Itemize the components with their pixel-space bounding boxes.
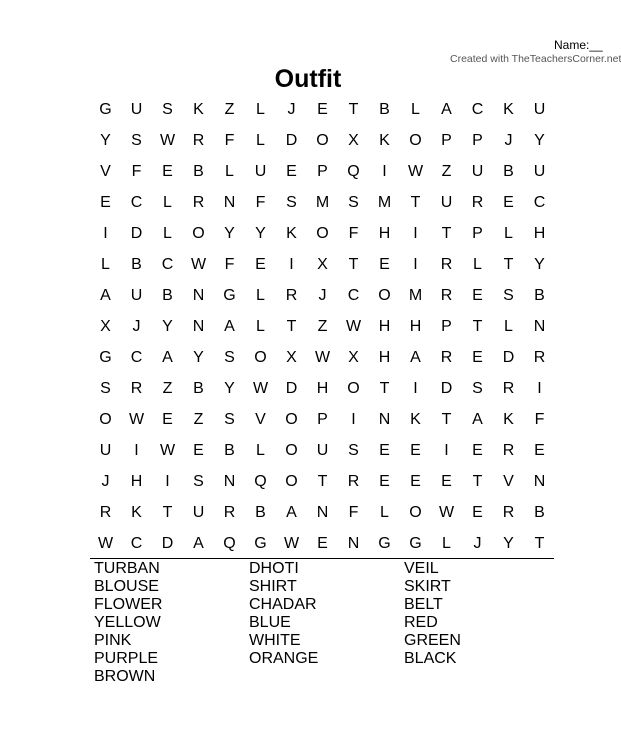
word-list-item: BLOUSE	[94, 578, 159, 595]
grid-letter: R	[223, 503, 236, 521]
grid-letter: S	[224, 410, 235, 428]
grid-letter: D	[161, 534, 174, 552]
grid-letter: C	[347, 286, 360, 304]
grid-letter: L	[504, 224, 513, 242]
grid-letter: O	[285, 441, 298, 459]
grid-letter: L	[163, 224, 172, 242]
grid-letter: D	[285, 379, 298, 397]
grid-letter: F	[348, 224, 359, 242]
grid-letter: J	[132, 317, 141, 335]
grid-letter: V	[503, 472, 514, 490]
word-list-item: PURPLE	[94, 650, 159, 667]
grid-letter: M	[408, 286, 423, 304]
grid-letter: O	[409, 503, 422, 521]
grid-letter: H	[378, 317, 391, 335]
grid-letter: L	[473, 255, 482, 273]
grid-letter: T	[472, 317, 483, 335]
grid-letter: E	[472, 503, 483, 521]
grid-letter: S	[162, 100, 173, 118]
grid-letter: V	[100, 162, 111, 180]
grid-letter: N	[347, 534, 360, 552]
grid-letter: P	[441, 317, 452, 335]
word-list	[94, 560, 559, 686]
grid-letter: J	[287, 100, 296, 118]
grid-letter: W	[97, 534, 114, 552]
grid-letter: N	[378, 410, 391, 428]
grid-letter: P	[317, 162, 328, 180]
grid-letter: S	[348, 441, 359, 459]
grid-letter: L	[163, 193, 172, 211]
grid-letter: O	[378, 286, 391, 304]
grid-letter: B	[162, 286, 173, 304]
grid-letter: A	[224, 317, 235, 335]
grid-letter: L	[256, 441, 265, 459]
grid-letter: K	[503, 410, 514, 428]
grid-letter: N	[223, 472, 236, 490]
grid-letter: O	[285, 472, 298, 490]
grid-letter: R	[130, 379, 143, 397]
grid-letter: E	[379, 472, 390, 490]
grid-letter: T	[441, 410, 452, 428]
grid-letter: E	[379, 441, 390, 459]
grid-letter: P	[472, 131, 483, 149]
word-list-item: FLOWER	[94, 596, 163, 613]
grid-letter: K	[503, 100, 514, 118]
grid-letter: G	[409, 534, 422, 552]
grid-letter: Z	[224, 100, 235, 118]
grid-letter: O	[99, 410, 112, 428]
grid-letter: G	[99, 348, 112, 366]
grid-letter: R	[502, 441, 515, 459]
grid-letter: A	[286, 503, 297, 521]
grid-letter: L	[380, 503, 389, 521]
grid-letter: T	[441, 224, 452, 242]
grid-letter: D	[502, 348, 515, 366]
grid-letter: J	[318, 286, 327, 304]
grid-letter: N	[533, 472, 546, 490]
grid-letter: I	[537, 379, 542, 397]
grid-letter: G	[99, 100, 112, 118]
grid-letter: T	[503, 255, 514, 273]
word-list-item: SKIRT	[404, 578, 451, 595]
grid-letter: A	[162, 348, 173, 366]
grid-letter: E	[472, 348, 483, 366]
grid-letter: J	[504, 131, 513, 149]
grid-letter: D	[130, 224, 143, 242]
divider	[90, 558, 554, 559]
grid-letter: Y	[193, 348, 204, 366]
letter-grid	[90, 94, 555, 559]
grid-letter: B	[131, 255, 142, 273]
grid-letter: F	[224, 255, 235, 273]
grid-letter: C	[130, 534, 143, 552]
word-list-item: RED	[404, 614, 438, 631]
grid-letter: Y	[503, 534, 514, 552]
grid-letter: R	[440, 348, 453, 366]
grid-letter: U	[192, 503, 205, 521]
grid-letter: I	[289, 255, 294, 273]
grid-letter: E	[503, 193, 514, 211]
grid-letter: I	[165, 472, 170, 490]
grid-letter: E	[162, 162, 173, 180]
grid-letter: V	[255, 410, 266, 428]
grid-letter: I	[382, 162, 387, 180]
grid-letter: R	[502, 379, 515, 397]
grid-letter: A	[193, 534, 204, 552]
grid-letter: F	[534, 410, 545, 428]
grid-letter: C	[161, 255, 174, 273]
grid-letter: P	[441, 131, 452, 149]
grid-letter: F	[224, 131, 235, 149]
grid-letter: W	[283, 534, 300, 552]
grid-letter: L	[101, 255, 110, 273]
grid-letter: K	[131, 503, 142, 521]
grid-letter: W	[128, 410, 145, 428]
grid-letter: O	[347, 379, 360, 397]
grid-letter: E	[472, 286, 483, 304]
grid-letter: Z	[317, 317, 328, 335]
grid-letter: T	[286, 317, 297, 335]
grid-letter: H	[130, 472, 143, 490]
grid-letter: Q	[223, 534, 236, 552]
word-list-item: BLACK	[404, 650, 457, 667]
grid-letter: E	[410, 472, 421, 490]
grid-letter: E	[317, 534, 328, 552]
grid-letter: W	[314, 348, 331, 366]
word-list-item: TURBAN	[94, 560, 160, 577]
grid-letter: I	[413, 379, 418, 397]
grid-letter: B	[534, 503, 545, 521]
grid-letter: S	[131, 131, 142, 149]
grid-letter: T	[348, 100, 359, 118]
grid-letter: R	[440, 255, 453, 273]
grid-letter: O	[285, 410, 298, 428]
puzzle-title: Outfit	[274, 65, 342, 93]
grid-letter: W	[159, 131, 176, 149]
grid-letter: S	[286, 193, 297, 211]
grid-letter: R	[502, 503, 515, 521]
grid-letter: S	[472, 379, 483, 397]
grid-letter: S	[193, 472, 204, 490]
grid-letter: U	[130, 100, 143, 118]
grid-letter: C	[130, 348, 143, 366]
grid-letter: U	[316, 441, 329, 459]
grid-letter: E	[193, 441, 204, 459]
grid-letter: E	[441, 472, 452, 490]
grid-letter: O	[409, 131, 422, 149]
grid-letter: Y	[224, 379, 235, 397]
grid-letter: F	[348, 503, 359, 521]
word-list-item: ORANGE	[249, 650, 319, 667]
credit-line: Created with TheTeachersCorner.net	[450, 53, 621, 65]
grid-letter: P	[472, 224, 483, 242]
grid-letter: O	[192, 224, 205, 242]
grid-letter: W	[159, 441, 176, 459]
grid-letter: L	[256, 100, 265, 118]
grid-letter: A	[472, 410, 483, 428]
grid-letter: X	[348, 131, 359, 149]
grid-letter: Q	[254, 472, 267, 490]
grid-letter: Z	[162, 379, 173, 397]
grid-letter: X	[100, 317, 111, 335]
grid-letter: B	[224, 441, 235, 459]
grid-letter: Y	[162, 317, 173, 335]
grid-letter: A	[441, 100, 452, 118]
grid-letter: U	[533, 100, 546, 118]
grid-letter: L	[411, 100, 420, 118]
grid-letter: R	[347, 472, 360, 490]
grid-letter: Y	[534, 255, 545, 273]
grid-letter: S	[348, 193, 359, 211]
grid-letter: O	[316, 224, 329, 242]
grid-letter: R	[533, 348, 546, 366]
grid-letter: T	[348, 255, 359, 273]
grid-letter: Y	[534, 131, 545, 149]
grid-letter: X	[317, 255, 328, 273]
grid-letter: Y	[100, 131, 111, 149]
grid-letter: L	[225, 162, 234, 180]
name-field-label: Name:__	[554, 38, 603, 52]
grid-letter: B	[503, 162, 514, 180]
grid-letter: A	[410, 348, 421, 366]
grid-letter: S	[224, 348, 235, 366]
grid-letter: R	[192, 131, 205, 149]
grid-letter: G	[254, 534, 267, 552]
word-list-item: VEIL	[404, 560, 439, 577]
grid-letter: H	[378, 224, 391, 242]
grid-letter: I	[413, 255, 418, 273]
grid-letter: C	[533, 193, 546, 211]
grid-letter: H	[533, 224, 546, 242]
grid-letter: M	[377, 193, 392, 211]
grid-letter: Q	[347, 162, 360, 180]
grid-letter: K	[379, 131, 390, 149]
grid-letter: U	[440, 193, 453, 211]
grid-letter: R	[471, 193, 484, 211]
word-list-item: PINK	[94, 632, 132, 649]
grid-letter: E	[162, 410, 173, 428]
word-list-item: BLUE	[249, 614, 291, 631]
grid-letter: B	[193, 162, 204, 180]
grid-letter: N	[192, 286, 205, 304]
grid-letter: T	[410, 193, 421, 211]
word-list-item: GREEN	[404, 632, 461, 649]
grid-letter: L	[256, 317, 265, 335]
word-list-item: BELT	[404, 596, 443, 613]
grid-letter: L	[504, 317, 513, 335]
grid-letter: I	[134, 441, 139, 459]
grid-letter: R	[99, 503, 112, 521]
grid-letter: F	[255, 193, 266, 211]
grid-letter: C	[130, 193, 143, 211]
grid-letter: W	[345, 317, 362, 335]
grid-letter: H	[316, 379, 329, 397]
grid-letter: O	[316, 131, 329, 149]
grid-letter: Y	[255, 224, 266, 242]
grid-letter: G	[378, 534, 391, 552]
grid-letter: T	[162, 503, 173, 521]
grid-letter: K	[193, 100, 204, 118]
grid-letter: J	[473, 534, 482, 552]
grid-letter: Z	[441, 162, 452, 180]
grid-letter: T	[534, 534, 545, 552]
grid-letter: E	[286, 162, 297, 180]
grid-letter: E	[317, 100, 328, 118]
grid-letter: W	[438, 503, 455, 521]
grid-letter: B	[379, 100, 390, 118]
grid-letter: B	[255, 503, 266, 521]
grid-letter: I	[413, 224, 418, 242]
grid-letter: U	[130, 286, 143, 304]
grid-letter: E	[255, 255, 266, 273]
grid-letter: N	[316, 503, 329, 521]
grid-letter: M	[315, 193, 330, 211]
word-list-item: SHIRT	[249, 578, 297, 595]
word-list-item: WHITE	[249, 632, 301, 649]
word-list-item: CHADAR	[249, 596, 317, 613]
grid-letter: E	[472, 441, 483, 459]
grid-letter: W	[407, 162, 424, 180]
grid-letter: P	[317, 410, 328, 428]
grid-letter: X	[286, 348, 297, 366]
grid-letter: O	[254, 348, 267, 366]
grid-letter: L	[256, 286, 265, 304]
grid-letter: U	[533, 162, 546, 180]
grid-letter: Z	[193, 410, 204, 428]
grid-letter: K	[286, 224, 297, 242]
grid-letter: E	[410, 441, 421, 459]
grid-letter: W	[190, 255, 207, 273]
grid-letter: E	[379, 255, 390, 273]
grid-letter: S	[503, 286, 514, 304]
grid-letter: H	[409, 317, 422, 335]
grid-letter: R	[192, 193, 205, 211]
grid-letter: G	[223, 286, 236, 304]
grid-letter: U	[99, 441, 112, 459]
grid-letter: F	[131, 162, 142, 180]
grid-letter: J	[101, 472, 110, 490]
grid-letter: T	[317, 472, 328, 490]
grid-letter: S	[100, 379, 111, 397]
word-list-item: YELLOW	[94, 614, 161, 631]
grid-letter: N	[533, 317, 546, 335]
grid-letter: C	[471, 100, 484, 118]
grid-letter: R	[440, 286, 453, 304]
word-list-item: BROWN	[94, 668, 156, 685]
grid-letter: T	[379, 379, 390, 397]
grid-letter: R	[285, 286, 298, 304]
word-list-item: DHOTI	[249, 560, 299, 577]
grid-letter: L	[442, 534, 451, 552]
grid-letter: L	[256, 131, 265, 149]
grid-letter: D	[285, 131, 298, 149]
grid-letter: B	[534, 286, 545, 304]
grid-letter: E	[100, 193, 111, 211]
grid-letter: N	[192, 317, 205, 335]
grid-letter: I	[351, 410, 356, 428]
grid-letter: Y	[224, 224, 235, 242]
grid-letter: W	[252, 379, 269, 397]
grid-letter: A	[100, 286, 111, 304]
grid-letter: X	[348, 348, 359, 366]
grid-letter: H	[378, 348, 391, 366]
grid-letter: E	[534, 441, 545, 459]
grid-letter: T	[472, 472, 483, 490]
grid-letter: I	[444, 441, 449, 459]
grid-letter: I	[103, 224, 108, 242]
grid-letter: U	[254, 162, 267, 180]
grid-letter: N	[223, 193, 236, 211]
grid-letter: K	[410, 410, 421, 428]
grid-letter: D	[440, 379, 453, 397]
grid-letter: U	[471, 162, 484, 180]
grid-letter: B	[193, 379, 204, 397]
